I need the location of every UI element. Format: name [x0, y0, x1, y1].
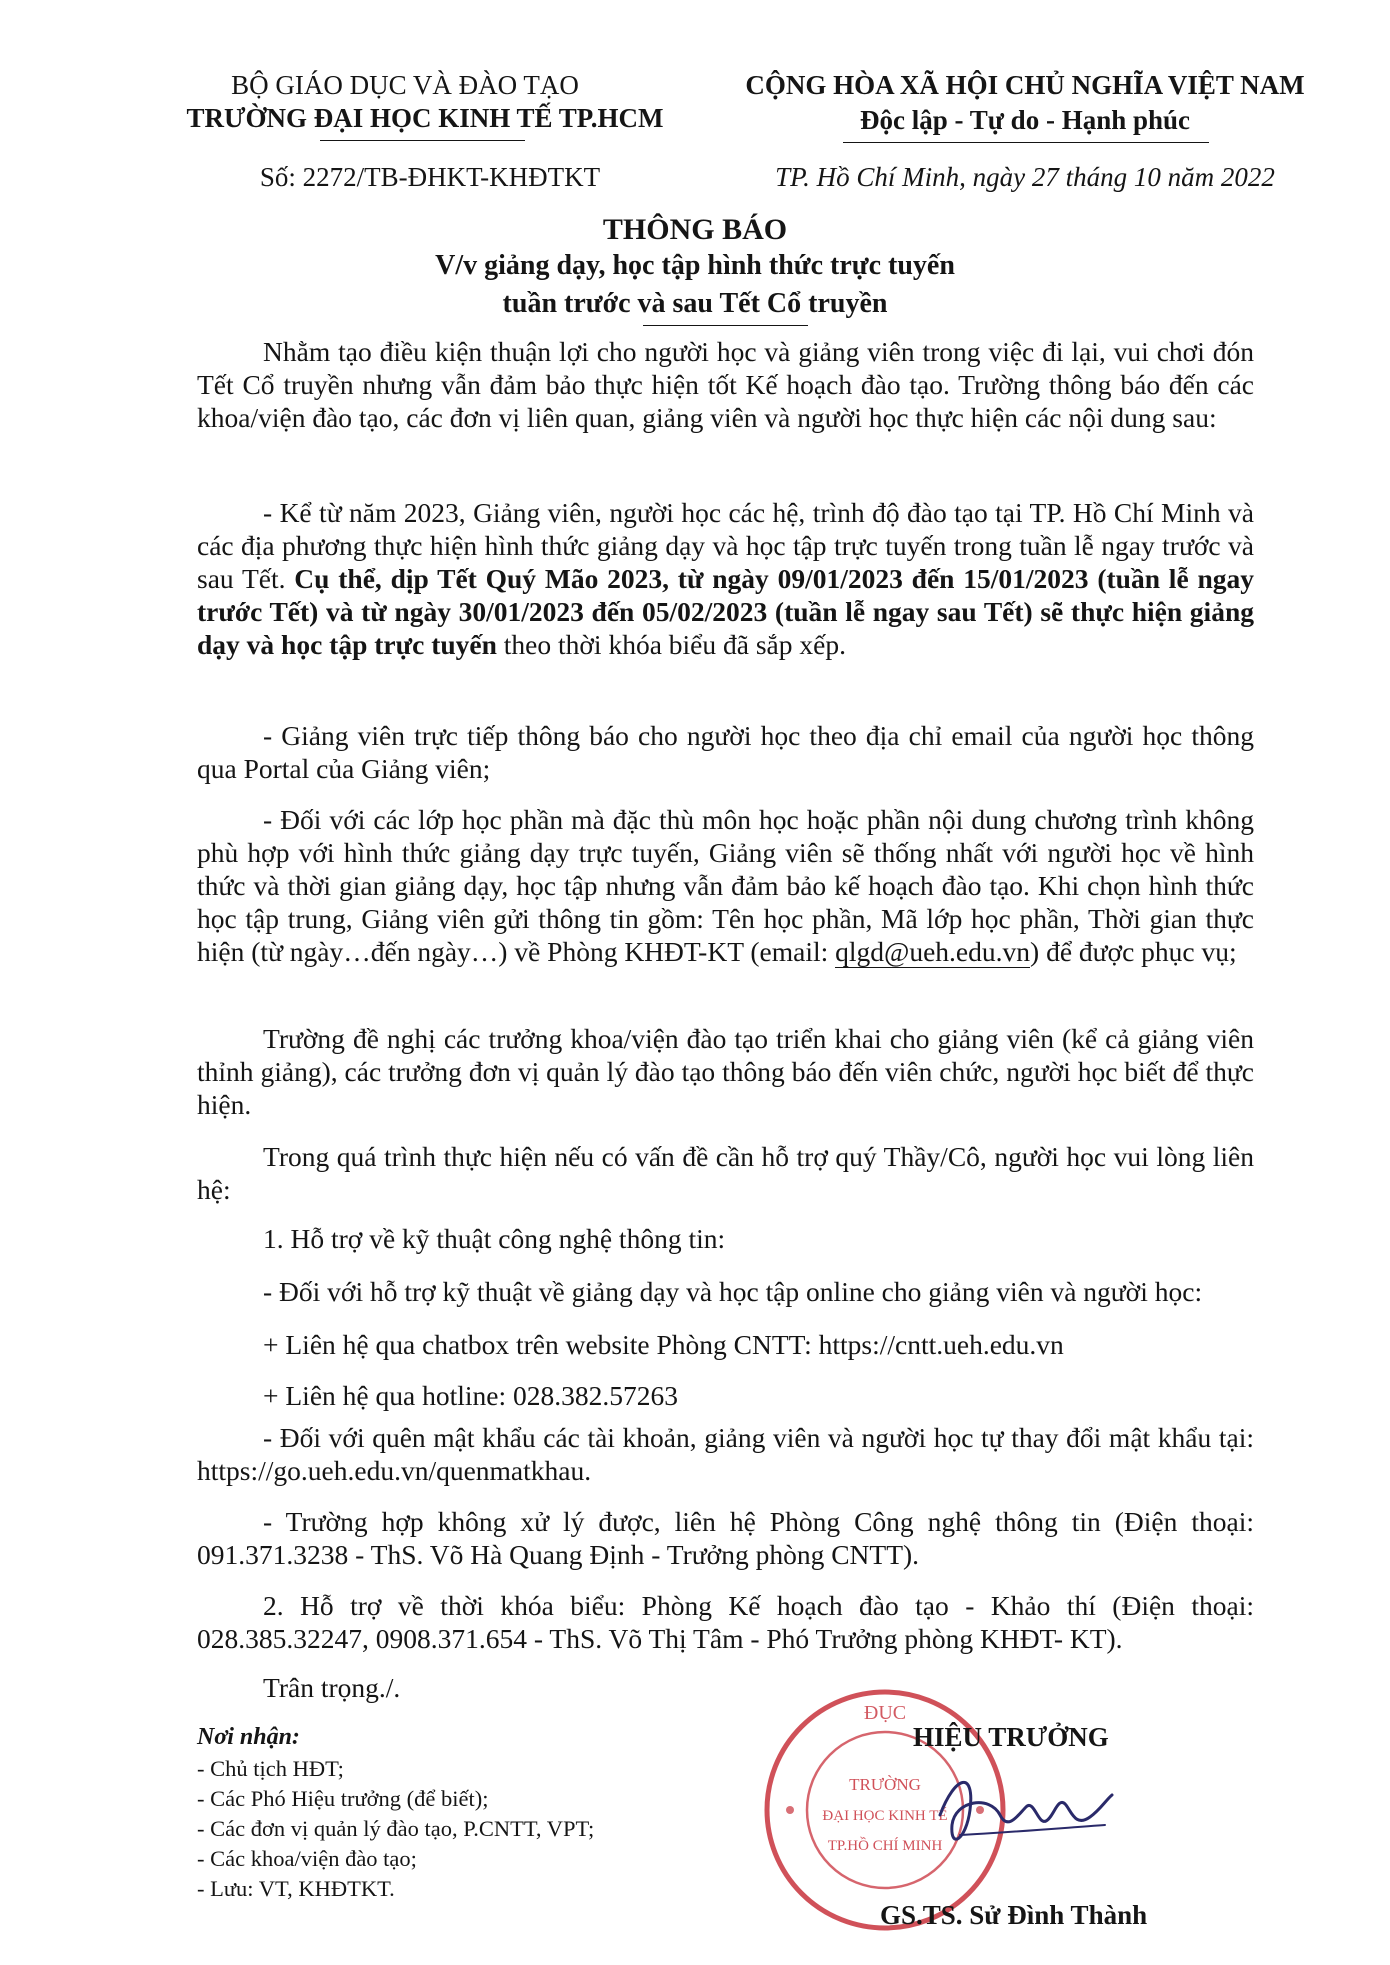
support-1a-line: - Đối với hỗ trợ kỹ thuật về giảng dạy và học tập online cho giảng viên và người học:	[263, 1276, 1203, 1307]
item-3-tail: ) để được phục vụ;	[1030, 936, 1237, 967]
recipient-item: - Lưu: VT, KHĐTKT.	[197, 1876, 395, 1901]
seal-line-1: TRƯỜNG	[849, 1775, 921, 1794]
support-1c-paragraph: - Trường hợp không xử lý được, liên hệ Phòng Công nghệ thông tin (Điện thoại: 091.371.3238 - ThS. Võ Hà Quang Định - Trưởng phòng CNTT).	[197, 1506, 1254, 1570]
item-1-text: - Kể từ năm 2023, Giảng viên, người học các hệ, trình độ đào tạo tại TP. Hồ Chí Minh và các địa phương thực hiện hình thức giảng dạy và học tập trực tuyến trong tuần lễ ngay trước và sau Tết.	[197, 497, 1254, 594]
ministry-name: BỘ GIÁO DỤC VÀ ĐÀO TẠO	[231, 70, 579, 100]
item-2-paragraph: - Giảng viên trực tiếp thông báo cho người học theo địa chỉ email của người học thông qua Portal của Giảng viên;	[197, 720, 1254, 784]
subject-line-1: V/v giảng dạy, học tập hình thức trực tuyến	[435, 250, 955, 281]
item-1-bold-dates: Cụ thể, dịp Tết Quý Mão 2023, từ ngày 09/01/2023 đến 15/01/2023 (tuần lễ ngay trước Tết) và từ ngày 30/01/2023 đến 05/02/2023 (tuần lễ ngay sau Tết) sẽ thực hiện giảng dạy và học tập trực tuyến	[197, 563, 1255, 660]
recipient-item: - Các đơn vị quản lý đào tạo, P.CNTT, VPT;	[197, 1816, 595, 1841]
support-intro-paragraph: Trong quá trình thực hiện nếu có vấn đề cần hỗ trợ quý Thầy/Cô, người học vui lòng liên hệ:	[197, 1141, 1254, 1205]
university-name: TRƯỜNG ĐẠI HỌC KINH TẾ TP.HCM	[186, 103, 664, 133]
subject-line-2: tuần trước và sau Tết Cổ truyền	[502, 288, 888, 319]
recipient-item: - Chủ tịch HĐT;	[197, 1756, 344, 1781]
item-1-tail: theo thời khóa biểu đã sắp xếp.	[496, 629, 846, 660]
header-left-underline	[320, 140, 525, 141]
closing-line: Trân trọng./.	[263, 1672, 401, 1703]
header-right-underline	[843, 142, 1209, 143]
support-1a-hotline: + Liên hệ qua hotline: 028.382.57263	[263, 1380, 678, 1411]
support-2-paragraph: 2. Hỗ trợ về thời khóa biểu: Phòng Kế hoạch đào tạo - Khảo thí (Điện thoại: 028.385.32247, 0908.371.654 - ThS. Võ Thị Tâm - Phó Trưởng phòng KHĐT- KT).	[197, 1590, 1254, 1654]
support-1-heading: 1. Hỗ trợ về kỹ thuật công nghệ thông tin:	[263, 1223, 726, 1254]
signer-position: HIỆU TRƯỞNG	[913, 1722, 1109, 1752]
email-link[interactable]: qlgd@ueh.edu.vn	[835, 936, 1031, 967]
seal-line-2: ĐẠI HỌC KINH TẾ	[822, 1808, 948, 1824]
support-1b-paragraph: - Đối với quên mật khẩu các tài khoản, giảng viên và người học tự thay đổi mật khẩu tại: https://go.ueh.edu.vn/quenmatkhau.	[197, 1422, 1254, 1486]
seal-line-3: TP.HỒ CHÍ MINH	[827, 1838, 943, 1854]
place-and-date: TP. Hồ Chí Minh, ngày 27 tháng 10 năm 2022	[775, 162, 1275, 192]
recipient-item: - Các Phó Hiệu trưởng (để biết);	[197, 1786, 489, 1811]
document-heading: THÔNG BÁO	[602, 213, 788, 246]
document-number: Số: 2272/TB-ĐHKT-KHĐTKT	[259, 162, 601, 192]
item-3-paragraph	[197, 803, 1254, 968]
recipient-item: - Các khoa/viện đào tạo;	[197, 1846, 417, 1871]
support-1a-chatbox: + Liên hệ qua chatbox trên website Phòng CNTT: https://cntt.ueh.edu.vn	[263, 1329, 1064, 1360]
intro-paragraph: Nhằm tạo điều kiện thuận lợi cho người học và giảng viên trong việc đi lại, vui chơi đón Tết Cổ truyền nhưng vẫn đảm bảo thực hiện tốt Kế hoạch đào tạo. Trường thông báo đến các khoa/viện đào tạo, các đơn vị liên quan, giảng viên và người học thực hiện các nội dung sau:	[197, 336, 1254, 433]
seal-top-text: ĐỤC	[863, 1702, 907, 1724]
handwritten-signature-icon	[930, 1755, 1120, 1865]
recipients-label: Nơi nhận:	[197, 1724, 300, 1750]
item-3-text: - Đối với các lớp học phần mà đặc thù môn học hoặc phần nội dung chương trình không phù hợp với hình thức giảng dạy trực tuyến, Giảng viên sẽ thống nhất với người học về hình thức và thời gian giảng dạy, học tập nhưng vẫn đảm bảo kế hoạch đào tạo. Khi chọn hình thức học tập trung, Giảng viên gửi thông tin gồm: Tên học phần, Mã lớp học phần, Thời gian thực hiện (từ ngày…đến ngày…) về Phòng KHĐT-KT (email:	[197, 804, 1254, 967]
national-motto: Độc lập - Tự do - Hạnh phúc	[859, 105, 1191, 135]
signer-name: GS.TS. Sử Đình Thành	[880, 1900, 1148, 1930]
country-name: CỘNG HÒA XÃ HỘI CHỦ NGHĨA VIỆT NAM	[745, 70, 1305, 100]
item-1-paragraph	[197, 496, 1254, 661]
request-paragraph: Trường đề nghị các trưởng khoa/viện đào tạo triển khai cho giảng viên (kể cả giảng viên thỉnh giảng), các trưởng đơn vị quản lý đào tạo thông báo đến viên chức, người học biết để thực hiện.	[197, 1023, 1254, 1120]
subject-underline	[643, 325, 808, 326]
